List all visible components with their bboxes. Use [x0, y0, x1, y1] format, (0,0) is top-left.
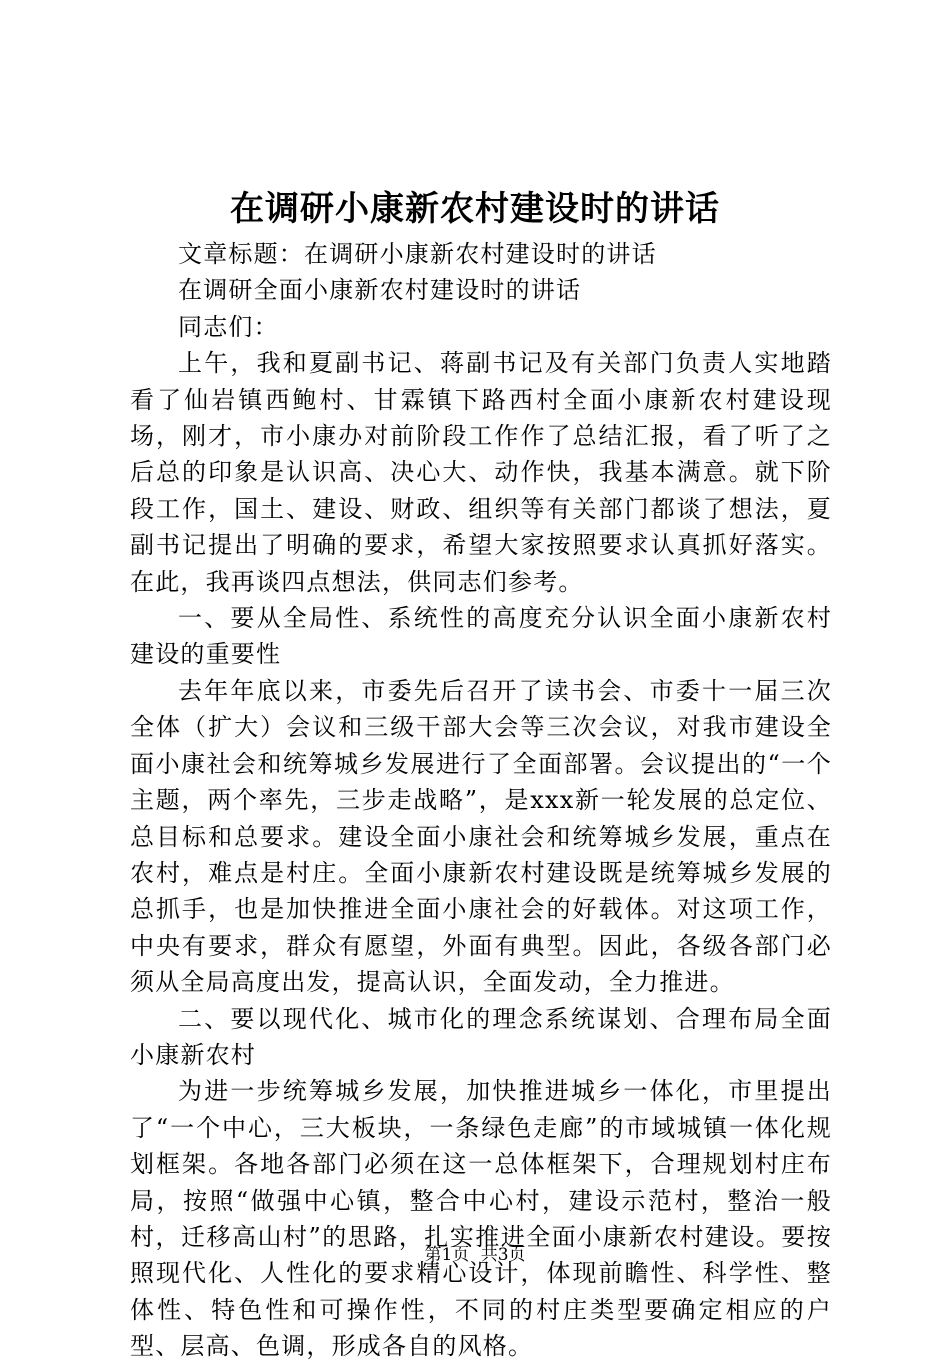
document-title: 在调研小康新农村建设时的讲话	[230, 189, 720, 229]
paragraph-article-title: 文章标题：在调研小康新农村建设时的讲话	[178, 240, 657, 268]
section-heading-2: 二、要以现代化、城市化的理念系统谋划、合理布局全面小康新农村	[130, 1004, 832, 1069]
page-number-footer: 第1页 共3页	[424, 1245, 526, 1265]
document-body	[130, 236, 832, 1365]
paragraph-intro: 上午，我和夏副书记、蒋副书记及有关部门负责人实地踏看了仙岩镇西鲍村、甘霖镇下路西村全面小康新农村建设现场，刚才，市小康办对前阶段工作作了总结汇报，看了听了之后总的印象是认识高、决心大、动作快，我基本满意。就下阶段工作，国土、建设、财政、组织等有关部门都谈了想法，夏副书记提出了明确的要求，希望大家按照要求认真抓好落实。在此，我再谈四点想法，供同志们参考。	[130, 349, 832, 596]
section-heading-1: 一、要从全局性、系统性的高度充分认识全面小康新农村建设的重要性	[130, 604, 832, 669]
paragraph-subtitle: 在调研全面小康新农村建设时的讲话	[178, 276, 582, 305]
paragraph-section-2: 为进一步统筹城乡发展，加快推进城乡一体化，市里提出了“一个中心，三大板块，一条绿色走廊”的市域城镇一体化规划框架。各地各部门必须在这一总体框架下，合理规划村庄布局，按照“做强中心镇，整合中心村，建设示范村，整治一般村，迁移高山村”的思路，扎实推进全面小康新农村建设。要按照现代化、人性化的要求精心设计，体现前瞻性、科学性、整体性、特色性和可操作性，不同的村庄类型要确定相应的户型、层高、色调，形成各自的风格。	[130, 1077, 832, 1361]
paragraph-section-1: 去年年底以来，市委先后召开了读书会、市委十一届三次全体（扩大）会议和三级干部大会等三次会议，对我市建设全面小康社会和统筹城乡发展进行了全面部署。会议提出的“一个主题，两个率先，三步走战略”，是xxx新一轮发展的总定位、总目标和总要求。建设全面小康社会和统筹城乡发展，重点在农村，难点是村庄。全面小康新农村建设既是统筹城乡发展的总抓手，也是加快推进全面小康社会的好载体。对这项工作，中央有要求，群众有愿望，外面有典型。因此，各级各部门必须从全局高度出发，提高认识，全面发动，全力推进。	[130, 676, 832, 997]
paragraph-salutation: 同志们：	[178, 312, 279, 341]
